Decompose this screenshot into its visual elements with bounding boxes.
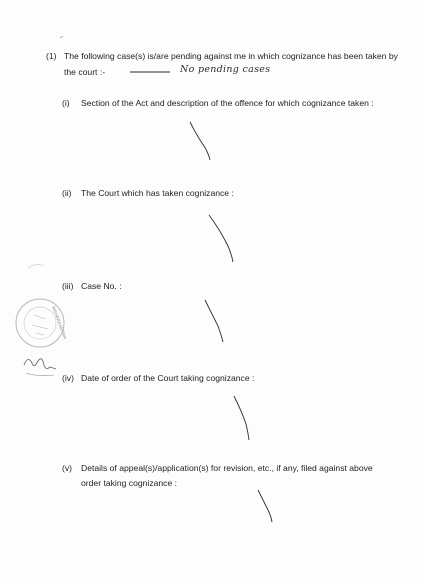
sub-item-iv-text: Date of order of the Court taking cognizance : xyxy=(81,373,255,383)
sub-item-iii-text: Case No. : xyxy=(81,281,122,291)
sub-item-v-number: (v) xyxy=(62,463,73,473)
signature-scribble xyxy=(24,359,56,369)
item-1-line1: The following case(s) is/are pending against me in which cognizance has been taken by xyxy=(64,51,398,61)
nil-stroke-v xyxy=(258,490,272,522)
nil-stroke-i xyxy=(190,122,210,160)
sub-item-i-text: Section of the Act and description of the offence for which cognizance taken : xyxy=(81,98,374,108)
item-1-number: (1) xyxy=(46,51,57,61)
sub-item-iv-number: (iv) xyxy=(62,373,74,383)
margin-mark xyxy=(60,36,63,38)
handwritten-answer: No pending cases xyxy=(180,64,271,75)
sub-item-v-text-line2: order taking cognizance : xyxy=(81,478,178,488)
sub-item-i-number: (i) xyxy=(62,98,70,108)
item-1-line2: the court :- xyxy=(64,67,106,77)
sub-item-iii-number: (iii) xyxy=(62,281,74,291)
nil-stroke-ii xyxy=(209,215,233,262)
sub-item-v-text: Details of appeal(s)/application(s) for revision, etc., if any, filed against above xyxy=(81,463,373,473)
sub-item-ii-number: (ii) xyxy=(62,188,72,198)
nil-stroke-iv xyxy=(234,396,249,440)
nil-stroke-iii xyxy=(205,300,223,342)
sub-item-ii-text: The Court which has taken cognizance : xyxy=(81,188,234,198)
official-seal-stamp xyxy=(14,285,74,395)
svg-text:MAHARASHTRA: MAHARASHTRA xyxy=(51,305,68,340)
